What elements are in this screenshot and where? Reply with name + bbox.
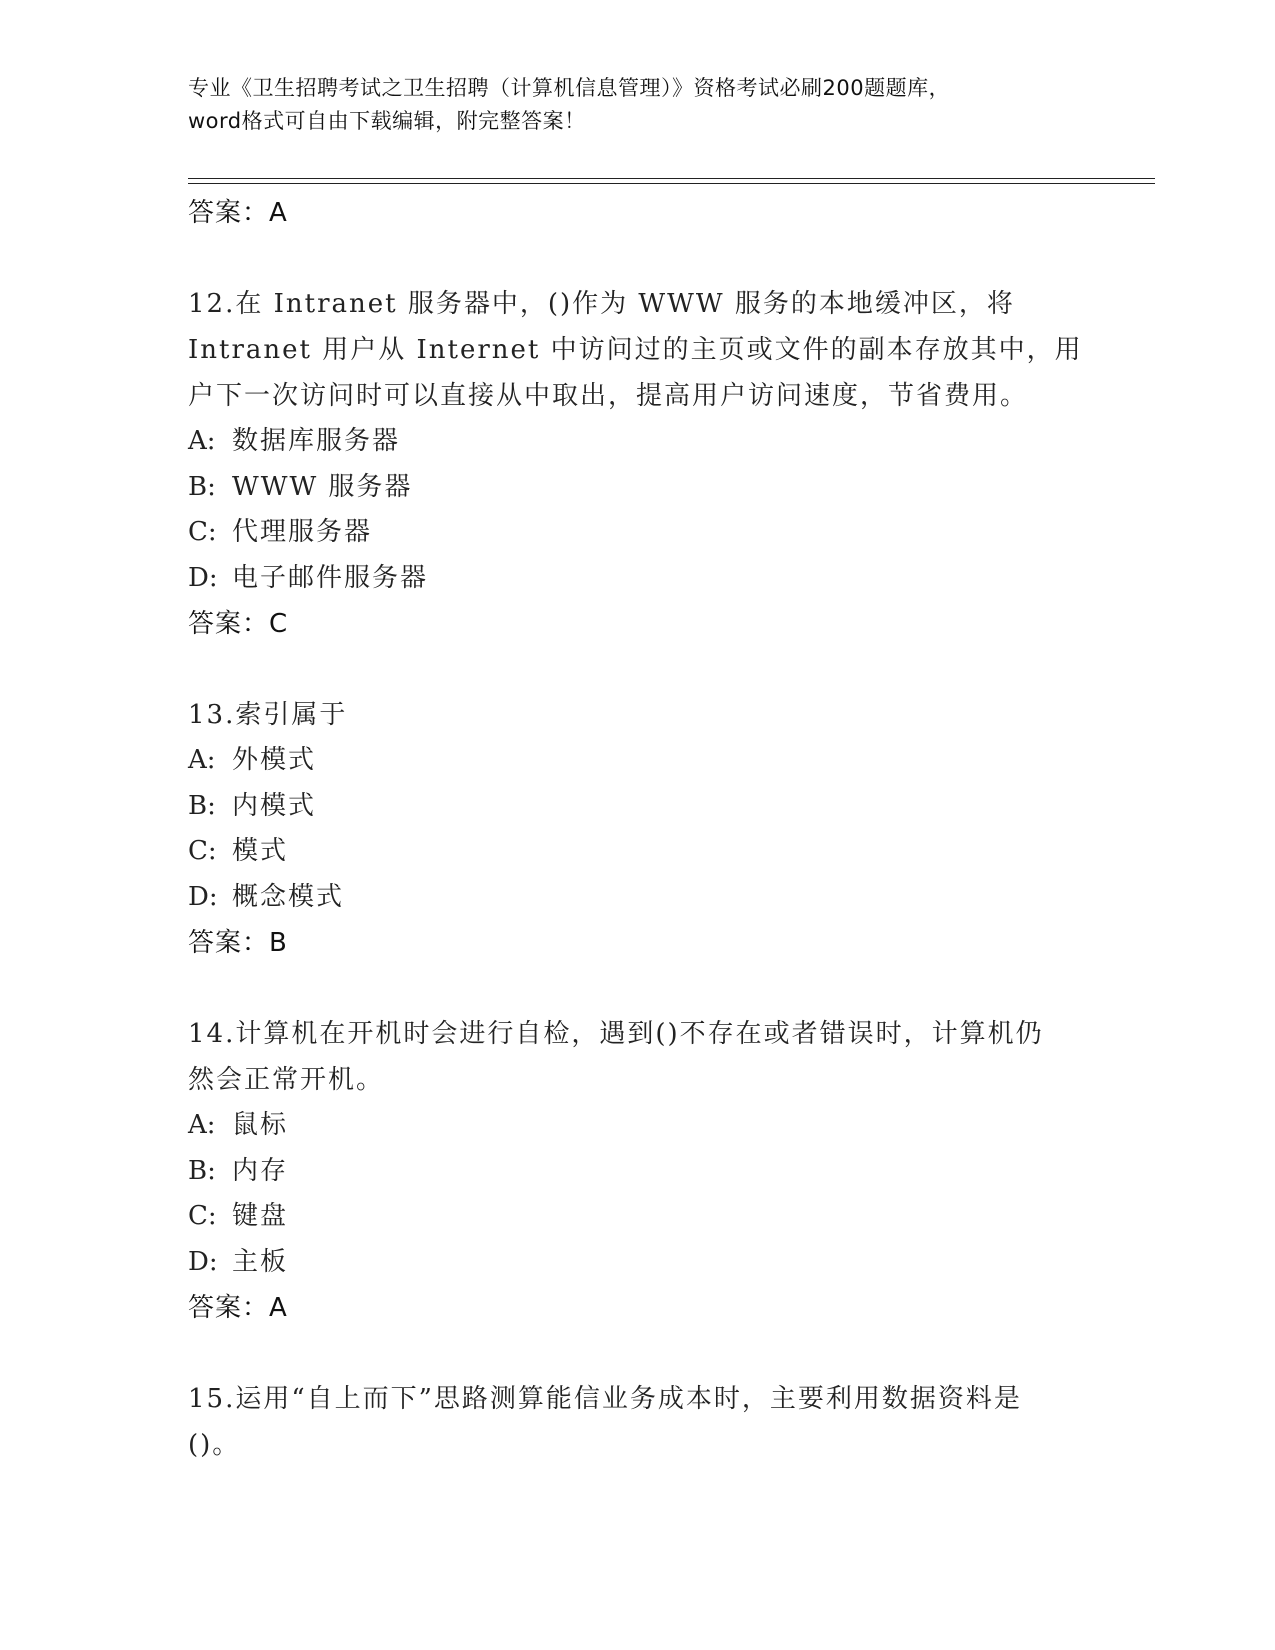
question-block xyxy=(188,281,1088,647)
option-letter: D: xyxy=(188,881,218,912)
option-text: 概念模式 xyxy=(232,881,345,912)
option-letter: D: xyxy=(188,1246,218,1277)
option-text: 外模式 xyxy=(232,745,317,775)
option-c xyxy=(188,829,1088,875)
question-text-line: 14.计算机在开机时会进行自检，遇到()不存在或者错误时，计算机仍 xyxy=(188,1019,1044,1049)
question-text-line: 户下一次访问时可以直接从中取出，提高用户访问速度，节省费用。 xyxy=(188,381,1029,411)
option-text: 键盘 xyxy=(232,1201,289,1231)
option-letter: C: xyxy=(188,517,217,547)
option-text: 内模式 xyxy=(232,790,317,821)
question-block xyxy=(188,1376,1088,1468)
option-b xyxy=(188,784,1088,830)
option-c xyxy=(188,510,1088,556)
option-a xyxy=(188,738,1088,784)
question-text-line: ()。 xyxy=(188,1430,241,1460)
option-text: 鼠标 xyxy=(232,1110,289,1140)
option-c xyxy=(188,1194,1088,1240)
question-text-line: Intranet 用户从 Internet 中访问过的主页或文件的副本存放其中，用 xyxy=(188,335,1083,365)
option-a xyxy=(188,1103,1088,1149)
question-text-line: 15.运用“自上而下”思路测算能信业务成本时，主要利用数据资料是 xyxy=(188,1384,1022,1414)
option-text: 主板 xyxy=(232,1246,289,1277)
answer-line: 答案：A xyxy=(188,198,288,228)
question-text-line: 然会正常开机。 xyxy=(188,1065,385,1095)
header-divider-bottom xyxy=(188,183,1155,184)
option-letter: A: xyxy=(188,426,216,456)
option-letter: B: xyxy=(188,1155,216,1186)
question-block xyxy=(188,1011,1088,1331)
option-text: 电子邮件服务器 xyxy=(232,562,429,593)
answer-line: 答案：C xyxy=(188,609,289,639)
option-letter: B: xyxy=(188,790,216,821)
spacer xyxy=(188,647,1088,692)
option-text: 代理服务器 xyxy=(232,517,373,547)
question-block xyxy=(188,692,1088,966)
option-d xyxy=(188,1240,1088,1286)
header-title-line: 专业《卫生招聘考试之卫生招聘（计算机信息管理）》资格考试必刷200题题库， xyxy=(188,76,951,100)
option-text: 模式 xyxy=(232,836,289,866)
spacer xyxy=(188,966,1088,1011)
option-letter: A: xyxy=(188,745,216,775)
header-divider-top xyxy=(188,178,1155,179)
answer-line: 答案：B xyxy=(188,928,288,958)
option-letter: A: xyxy=(188,1110,216,1140)
question-text-line: 12.在 Intranet 服务器中，()作为 WWW 服务的本地缓冲区，将 xyxy=(188,289,1015,319)
option-a xyxy=(188,419,1088,465)
option-b xyxy=(188,465,1088,511)
option-b xyxy=(188,1149,1088,1195)
option-text: 内存 xyxy=(232,1155,289,1186)
spacer xyxy=(188,236,1088,281)
option-d xyxy=(188,556,1088,602)
option-text: WWW 服务器 xyxy=(232,471,413,502)
header-subtitle-line: word格式可自由下载编辑，附完整答案！ xyxy=(188,109,586,133)
document-header xyxy=(188,72,1088,138)
option-letter: C: xyxy=(188,1201,217,1231)
answer-line: 答案：A xyxy=(188,1293,288,1323)
option-letter: D: xyxy=(188,562,218,593)
option-letter: B: xyxy=(188,471,216,502)
option-letter: C: xyxy=(188,836,217,866)
question-text-line: 13.索引属于 xyxy=(188,700,348,730)
option-text: 数据库服务器 xyxy=(232,426,401,456)
option-d xyxy=(188,875,1088,921)
spacer xyxy=(188,1331,1088,1376)
question-list xyxy=(188,190,1088,1468)
